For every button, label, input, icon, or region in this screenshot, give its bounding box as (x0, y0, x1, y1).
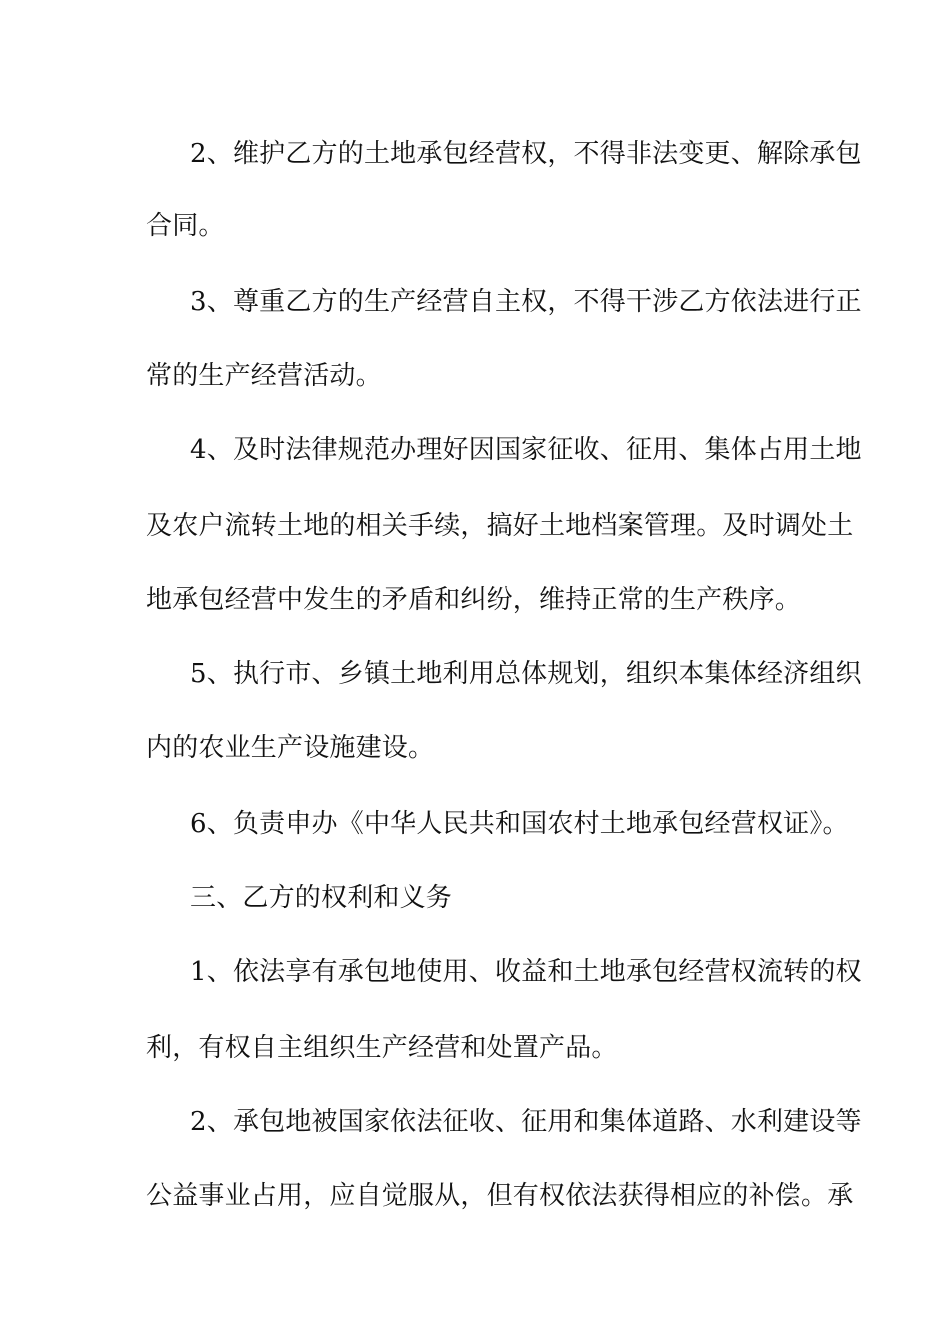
paragraph-line: 地承包经营中发生的矛盾和纠纷，维持正常的生产秩序。 (146, 585, 802, 615)
paragraph-line: 2、维护乙方的土地承包经营权，不得非法变更、解除承包 (190, 139, 862, 169)
paragraph-line: 3、尊重乙方的生产经营自主权，不得干涉乙方依法进行正 (190, 287, 862, 317)
paragraph-line: 5、执行市、乡镇土地利用总体规划，组织本集体经济组织 (190, 659, 862, 689)
paragraph-line: 内的农业生产设施建设。 (146, 733, 435, 763)
paragraph-line: 及农户流转土地的相关手续，搞好土地档案管理。及时调处土 (146, 511, 854, 541)
paragraph-line: 1、依法享有承包地使用、收益和土地承包经营权流转的权 (190, 957, 862, 987)
paragraph-line: 利，有权自主组织生产经营和处置产品。 (146, 1033, 618, 1063)
paragraph-line: 常的生产经营活动。 (146, 361, 382, 391)
paragraph-line: 公益事业占用，应自觉服从，但有权依法获得相应的补偿。承 (146, 1181, 854, 1211)
paragraph-line: 6、负责申办《中华人民共和国农村土地承包经营权证》。 (190, 809, 849, 839)
section-heading: 三、乙方的权利和义务 (190, 883, 453, 913)
paragraph-line: 合同。 (146, 211, 225, 241)
paragraph-line: 4、及时法律规范办理好因国家征收、征用、集体占用土地 (190, 435, 862, 465)
paragraph-line: 2、承包地被国家依法征收、征用和集体道路、水利建设等 (190, 1107, 862, 1137)
